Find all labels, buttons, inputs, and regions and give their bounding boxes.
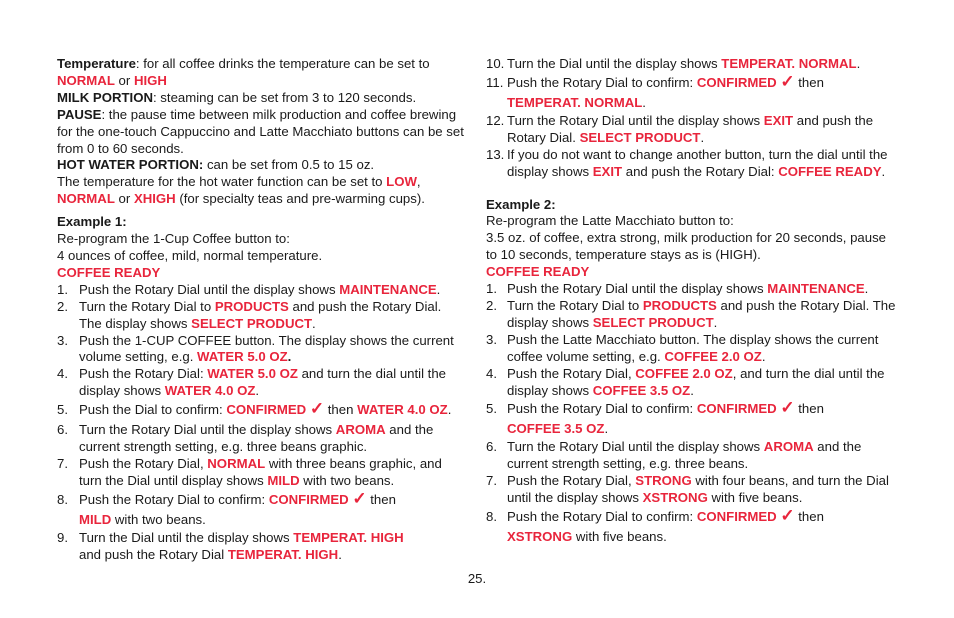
page-number: 25. bbox=[467, 571, 487, 586]
example1-title-text: Example 1: bbox=[57, 214, 127, 230]
step-text: and the current strength setting, e.g. three beans graphic. bbox=[79, 422, 434, 455]
hot-water-label: HOT WATER PORTION: bbox=[57, 157, 204, 173]
example2-steps bbox=[486, 281, 898, 547]
step-13: 13. If you do not want to change another button, turn the dial until the display shows EXIT and push the Rotary Dial: COFFEE READY. bbox=[486, 146, 888, 179]
display-keyword: SELECT PRODUCT bbox=[579, 129, 701, 145]
step-text: then bbox=[794, 401, 824, 417]
step-text: Turn the Rotary Dial until the display shows bbox=[79, 422, 336, 438]
step-10: 10. Turn the Dial until the display shows TEMPERAT. NORMAL. bbox=[486, 56, 861, 71]
step-text: and push the Rotary Dial: bbox=[622, 163, 779, 179]
step-1: 1. Push the Rotary Dial until the display shows MAINTENANCE. bbox=[486, 281, 869, 297]
display-keyword: COFFEE 3.5 OZ bbox=[507, 421, 605, 437]
milk-label: MILK PORTION bbox=[57, 89, 153, 105]
step-2: 2. Turn the Rotary Dial to PRODUCTS and push the Rotary Dial. The display shows SELECT PRODUCT. bbox=[486, 297, 896, 330]
step-text: then bbox=[794, 509, 824, 525]
pause-label: PAUSE bbox=[57, 106, 102, 122]
step-text: Push the Rotary Dial to confirm: bbox=[507, 401, 697, 417]
checkmark-icon: ✓ bbox=[780, 398, 795, 418]
step-text: with two beans. bbox=[111, 511, 206, 527]
example1-steps-continued bbox=[486, 56, 898, 181]
step-text: Push the Rotary Dial to confirm: bbox=[507, 74, 697, 90]
display-keyword: TEMPERAT. NORMAL bbox=[507, 94, 643, 110]
step-text: Turn the Dial until the display shows bbox=[507, 56, 722, 71]
display-keyword: STRONG bbox=[635, 473, 692, 489]
step-text: Push the Rotary Dial to confirm: bbox=[79, 491, 269, 507]
pause-paragraph bbox=[57, 107, 467, 158]
example2-title bbox=[486, 197, 898, 214]
example2-line1: Re-program the Latte Macchiato button to: bbox=[486, 213, 734, 229]
xhigh-keyword: XHIGH bbox=[133, 191, 176, 207]
temperature-paragraph bbox=[57, 56, 467, 90]
step-number: 6. bbox=[486, 439, 497, 455]
low-keyword: LOW bbox=[386, 174, 417, 190]
step-5: 5. Push the Dial to confirm: CONFIRMED ✓ then WATER 4.0 OZ. bbox=[57, 399, 452, 419]
checkmark-icon: ✓ bbox=[780, 71, 795, 91]
display-keyword: TEMPERAT. HIGH bbox=[293, 529, 404, 545]
step-text: If you do not want to change another button, turn the dial until the display shows bbox=[507, 146, 888, 179]
display-keyword: WATER 4.0 OZ bbox=[164, 383, 256, 399]
example1-steps bbox=[57, 282, 467, 564]
step-number: 10. bbox=[486, 56, 505, 71]
step-text: then bbox=[794, 74, 824, 90]
step-12: 12. Turn the Rotary Dial until the display shows EXIT and push the Rotary Dial. SELECT PRODUCT. bbox=[486, 112, 874, 145]
step-text: and push the Rotary Dial. The display shows bbox=[79, 298, 442, 331]
step-text: and push the Rotary Dial bbox=[79, 546, 228, 562]
step-text: Turn the Rotary Dial until the display shows bbox=[507, 112, 764, 128]
step-number: 2. bbox=[57, 298, 68, 314]
example2-line2: 3.5 oz. of coffee, extra strong, milk production for 20 seconds, pause to 10 seconds, temperature stays as is (HIGH). bbox=[486, 230, 887, 263]
display-keyword: COFFEE 2.0 OZ bbox=[635, 365, 733, 381]
display-keyword: PRODUCTS bbox=[642, 297, 717, 313]
temperature-label: Temperature bbox=[57, 56, 136, 71]
display-keyword: MILD bbox=[267, 472, 300, 488]
step-11: 11. Push the Rotary Dial to confirm: CONFIRMED ✓ then TEMPERAT. NORMAL. bbox=[486, 71, 824, 110]
step-number: 3. bbox=[57, 332, 68, 348]
display-keyword: AROMA bbox=[763, 439, 814, 455]
display-keyword: MAINTENANCE bbox=[767, 281, 865, 297]
example2-ready: COFFEE READY bbox=[486, 264, 590, 280]
or-text: or bbox=[114, 72, 134, 88]
display-keyword: COFFEE READY bbox=[778, 163, 882, 179]
high-keyword: HIGH bbox=[133, 72, 167, 88]
step-6 bbox=[486, 439, 898, 473]
right-column bbox=[486, 56, 898, 547]
display-keyword: XSTRONG bbox=[642, 490, 708, 506]
hot-water-text: can be set from 0.5 to 15 oz. bbox=[203, 157, 375, 173]
step-5: 5. Push the Rotary Dial to confirm: CONFIRMED ✓ then COFFEE 3.5 OZ. bbox=[486, 398, 824, 437]
example1-line1: Re-program the 1-Cup Coffee button to: bbox=[57, 231, 290, 247]
hot-water-temp-paragraph: The temperature for the hot water function can be set to LOW, NORMAL or XHIGH (for specialty teas and pre-warming cups). bbox=[57, 174, 425, 207]
milk-text: : steaming can be set from 3 to 120 seconds. bbox=[152, 89, 417, 105]
display-keyword: SELECT PRODUCT bbox=[191, 315, 313, 331]
example1-ready: COFFEE READY bbox=[57, 264, 161, 280]
step-2: 2. Turn the Rotary Dial to PRODUCTS and push the Rotary Dial. The display shows SELECT PRODUCT. bbox=[57, 298, 442, 331]
step-number: 4. bbox=[486, 365, 497, 381]
hw-normal-keyword: NORMAL bbox=[57, 191, 115, 207]
display-keyword: CONFIRMED bbox=[268, 491, 349, 507]
temperature-text: : for all coffee drinks the temperature can be set to bbox=[135, 56, 430, 71]
step-text: with three beans graphic, and turn the Dial until display shows bbox=[79, 455, 442, 488]
step-text: Push the 1-CUP COFFEE button. The display shows the current volume setting, e.g. bbox=[79, 332, 454, 365]
display-keyword: AROMA bbox=[335, 422, 386, 438]
step-number: 12. bbox=[486, 112, 505, 128]
display-keyword: WATER 5.0 OZ bbox=[207, 366, 298, 382]
step-text: and turn the dial until the display shows bbox=[79, 366, 447, 399]
step-text: with five beans. bbox=[572, 529, 667, 545]
step-3: 3. Push the Latte Macchiato button. The display shows the current coffee volume setting, e.g. COFFEE 2.0 OZ. bbox=[486, 331, 879, 364]
step-number: 3. bbox=[486, 331, 497, 347]
step-text: and push the Rotary Dial. The display shows bbox=[507, 297, 896, 330]
display-keyword: XSTRONG bbox=[507, 529, 573, 545]
display-keyword: CONFIRMED bbox=[696, 401, 777, 417]
step-6 bbox=[57, 422, 467, 456]
step-text: with two beans. bbox=[299, 472, 395, 488]
step-text: then bbox=[324, 402, 358, 418]
step-text: Turn the Rotary Dial to bbox=[507, 297, 643, 313]
display-keyword: TEMPERAT. NORMAL bbox=[721, 56, 857, 71]
display-keyword: CONFIRMED bbox=[226, 402, 307, 418]
display-keyword: COFFEE 2.0 OZ bbox=[664, 348, 762, 364]
hot-water-paragraph bbox=[57, 157, 467, 174]
left-column bbox=[57, 56, 467, 564]
step-text: Push the Rotary Dial until the display shows bbox=[507, 281, 768, 297]
step-number: 1. bbox=[486, 281, 497, 297]
step-number: 6. bbox=[57, 422, 68, 438]
step-text: Push the Rotary Dial: bbox=[79, 366, 208, 382]
hw-tail-text: (for specialty teas and pre-warming cups). bbox=[175, 191, 425, 207]
milk-portion-paragraph bbox=[57, 90, 467, 107]
example1-title bbox=[57, 214, 467, 231]
step-text: Push the Rotary Dial to confirm: bbox=[507, 509, 697, 525]
step-number: 13. bbox=[486, 146, 505, 162]
step-1: 1. Push the Rotary Dial until the display shows MAINTENANCE. bbox=[57, 281, 441, 297]
step-text: Turn the Dial until the display shows bbox=[79, 529, 294, 545]
example2-title-text: Example 2: bbox=[486, 196, 556, 212]
display-keyword: MILD bbox=[79, 511, 112, 527]
step-text: Push the Rotary Dial, bbox=[79, 455, 208, 471]
step-text: Push the Dial to confirm: bbox=[79, 402, 227, 418]
step-text: Push the Rotary Dial, bbox=[507, 473, 636, 489]
step-text: and push the Rotary Dial. bbox=[507, 112, 874, 145]
normal-keyword: NORMAL bbox=[57, 72, 115, 88]
step-text: and the current strength setting, e.g. three beans. bbox=[507, 439, 862, 472]
step-number: 8. bbox=[57, 491, 68, 507]
step-4: 4. Push the Rotary Dial, COFFEE 2.0 OZ, and turn the dial until the display shows COFFEE 3.5 OZ. bbox=[486, 365, 885, 398]
step-text: , and turn the dial until the display shows bbox=[507, 365, 885, 398]
display-keyword: WATER 4.0 OZ bbox=[357, 402, 448, 418]
display-keyword: CONFIRMED bbox=[696, 509, 777, 525]
step-number: 1. bbox=[57, 281, 68, 297]
display-keyword: SELECT PRODUCT bbox=[592, 314, 714, 330]
display-keyword: PRODUCTS bbox=[214, 298, 289, 314]
checkmark-icon: ✓ bbox=[780, 506, 795, 526]
display-keyword: NORMAL bbox=[207, 455, 266, 471]
hw-or-text: or bbox=[114, 191, 134, 207]
step-number: 11. bbox=[486, 74, 504, 90]
step-8 bbox=[57, 490, 467, 530]
step-9: 9. Turn the Dial until the display shows TEMPERAT. HIGH and push the Rotary Dial TEMPERAT. HIGH. bbox=[57, 529, 404, 562]
pause-text: : the pause time between milk production and coffee brewing for the one-touch Cappuccino and Latte Macchiato buttons can be set from 0 to 60 seconds. bbox=[57, 106, 464, 156]
display-keyword: COFFEE 3.5 OZ bbox=[592, 382, 691, 398]
step-text: Push the Rotary Dial until the display shows bbox=[79, 281, 340, 297]
example1-line2: 4 ounces of coffee, mild, normal temperature. bbox=[57, 247, 323, 263]
step-number: 7. bbox=[486, 473, 497, 489]
step-number: 9. bbox=[57, 529, 68, 545]
step-number: 8. bbox=[486, 509, 497, 525]
step-7 bbox=[57, 456, 467, 490]
checkmark-icon: ✓ bbox=[352, 488, 367, 508]
step-8 bbox=[486, 507, 898, 547]
display-keyword: EXIT bbox=[763, 112, 794, 128]
step-number: 5. bbox=[57, 402, 68, 418]
display-keyword: TEMPERAT. HIGH bbox=[227, 546, 339, 562]
step-7 bbox=[486, 473, 898, 507]
step-number: 4. bbox=[57, 366, 68, 382]
hw-temp-text: The temperature for the hot water function can be set to bbox=[57, 174, 387, 190]
step-text: with four beans, and turn the Dial until the display shows bbox=[507, 473, 889, 506]
step-number: 5. bbox=[486, 401, 497, 417]
step-text: with five beans. bbox=[707, 490, 803, 506]
display-keyword: EXIT bbox=[592, 163, 623, 179]
step-3: 3. Push the 1-CUP COFFEE button. The display shows the current volume setting, e.g. WATER 5.0 OZ. bbox=[57, 332, 454, 365]
step-text: then bbox=[366, 491, 396, 507]
display-keyword: MAINTENANCE bbox=[339, 281, 437, 297]
step-4: 4. Push the Rotary Dial: WATER 5.0 OZ and turn the dial until the display shows WATER 4.0 OZ. bbox=[57, 366, 447, 399]
display-keyword: WATER 5.0 OZ bbox=[197, 349, 288, 365]
step-text: Turn the Rotary Dial until the display shows bbox=[507, 439, 764, 455]
display-keyword: CONFIRMED bbox=[696, 74, 777, 90]
checkmark-icon: ✓ bbox=[309, 399, 325, 419]
step-text: Push the Rotary Dial, bbox=[507, 365, 636, 381]
step-text: Push the Latte Macchiato button. The display shows the current coffee volume setting, e.g. bbox=[507, 331, 879, 364]
step-number: 2. bbox=[486, 297, 497, 313]
step-text: Turn the Rotary Dial to bbox=[79, 298, 215, 314]
step-number: 7. bbox=[57, 455, 68, 471]
